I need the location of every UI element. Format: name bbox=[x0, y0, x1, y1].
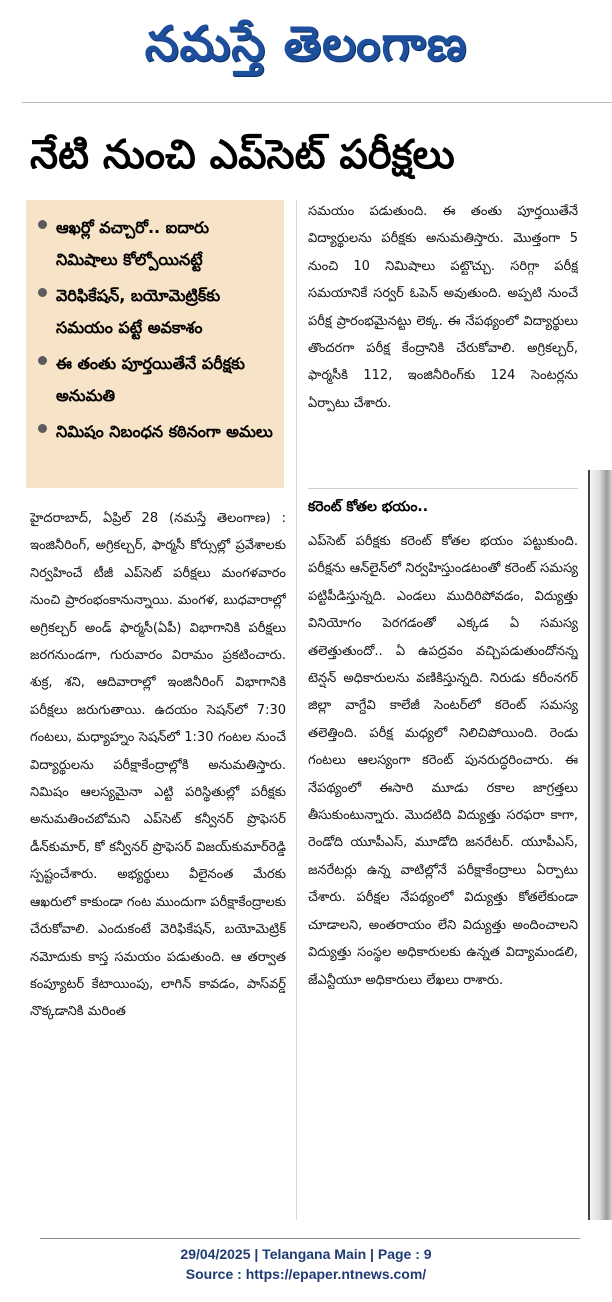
article-subhead: కరెంట్ కోతల భయం.. bbox=[308, 499, 429, 515]
highlights-box bbox=[26, 200, 284, 488]
highlight-item: ఈ తంతు పూర్తయితేనే పరీక్షకు అనుమతి bbox=[36, 348, 276, 412]
column-divider bbox=[296, 200, 297, 1220]
newspaper-logo: నమస్తే తెలంగాణ bbox=[144, 16, 468, 72]
article-body-right-top: సమయం పడుతుంది. ఈ తంతు పూర్తయితేనే విద్యార్థులను పరీక్షకు అనుమతిస్తారు. మొత్తంగా 5 నుంచి 10 నిమిషాలు పట్టొచ్చు. సరిగ్గా పరీక్ష సమయానికే సర్వర్ ఓపెన్ అవుతుంది. అప్పటి నుంచే పరీక్ష ప్రారంభమైనట్టు లెక్క. ఈ నేపథ్యంలో విద్యార్థులు తొందరగా పరీక్ష కేంద్రానికి చేరుకోవాలి. అగ్రికల్చర్, ఫార్మసీకి 112, ఇంజినీరింగ్‌కు 124 సెంటర్లను ఏర్పాటు చేశారు. bbox=[308, 204, 578, 411]
section-separator bbox=[308, 488, 578, 489]
bullet-icon bbox=[38, 424, 47, 433]
masthead bbox=[0, 0, 612, 100]
masthead-rule bbox=[22, 102, 612, 103]
bullet-icon bbox=[38, 356, 47, 365]
bullet-icon bbox=[38, 288, 47, 297]
article-body-left: హైదరాబాద్, ఏప్రిల్ 28 (నమస్తే తెలంగాణ) : ఇంజినీరింగ్, అగ్రికల్చర్, ఫార్మసీ కోర్సుల్లో ప్రవేశాలకు నిర్వహించే టీజీ ఎప్‌సెట్ పరీక్షలు మంగళవారం నుంచి ప్రారంభంకానున్నాయి. మంగళ, బుధవారాల్లో అగ్రికల్చర్ అండ్ ఫార్మసీ(ఏపీ) విభాగానికి పరీక్షలు జరగనుండగా, గురువారం విరామం ప్రకటించారు. శుక్ర, శని, ఆదివారాల్లో ఇంజినీరింగ్ విభాగానికి పరీక్షలు జరుగుతాయి. ఉదయం సెషన్‌లో 7:30 గంటలు, మధ్యాహ్నం సెషన్‌లో 1:30 గంటల నుంచే విద్యార్థులను పరీక్షాకేంద్రాల్లోకి అనుమతిస్తారు. నిమిషం ఆలస్యమైనా ఎట్టి పరిస్థితుల్లో పరీక్షకు అనుమతించబోమని ఎప్‌సెట్ కన్వీనర్ ప్రొఫెసర్ డీన్‌కుమార్, కో కన్వీనర్ ప్రొఫెసర్ విజయ్‌కుమార్‌రెడ్డి స్పష్టంచేశారు. అభ్యర్థులు వీలైనంత మేరకు ఆఖరులో కాకుండా గంట ముందుగా పరీక్షాకేంద్రాలకు చేరుకోవాలి. ఎందుకంటే వెరిఫికేషన్, బయోమెట్రిక్ నమోదుకు కాస్త సమయం పడుతుంది. ఆ తర్వాత కంప్యూటర్ కేటాయింపు, లాగిన్ కావడం, పాస్‌వర్డ్ నొక్కడానికి మరింత bbox=[30, 511, 286, 1020]
highlight-item: ఆఖర్లో వచ్చారో.. ఐదారు నిమిషాలు కోల్పోయినట్టే bbox=[36, 212, 276, 276]
bullet-icon bbox=[38, 220, 47, 229]
adjacent-photo bbox=[588, 470, 612, 1220]
footer bbox=[0, 1244, 612, 1294]
adjacent-article-fragment bbox=[598, 220, 612, 420]
article-body-right-bottom: ఎప్‌సెట్ పరీక్షకు కరెంట్ కోతల భయం పట్టుకుంది. పరీక్షను ఆన్‌లైన్‌లో నిర్వహిస్తుండటంతో కరెంట్ సమస్య పట్టిపీడిస్తున్నది. ఎండలు ముదిరిపోవడం, విద్యుత్తు వినియోగం పెరగడంతో ఎక్కడ ఏ సమస్య తలెత్తుతుందో.. ఏ ఉపద్రవం వచ్చిపడుతుందోనన్న టెన్షన్ అధికారులను వణికిస్తున్నది. నిరుడు కరీంనగర్ జిల్లా వాగ్దేవి కాలేజీ సెంటర్‌లో కరెంట్ సమస్య తలెత్తింది. పరీక్ష మధ్యలో నిలిచిపోయింది. రెండు గంటలు ఆలస్యంగా కరెంట్ పునరుద్ధరించారు. ఈ నేపథ్యంలో ఈసారి మూడు రకాల జాగ్రత్తలు తీసుకుంటున్నారు. మొదటిది విద్యుత్తు సరఫరా కాగా, రెండోది యూపీఎస్, మూడోది జనరేటర్. యూపీఎస్, జనరేటర్లు ఉన్న వాటిల్లోనే పరీక్షాకేంద్రాలు ఏర్పాటు చేశారు. పరీక్షల నేపథ్యంలో విద్యుత్తు కోతలేకుండా చూడాలని, అంతరాయం లేని విద్యుత్తు అందించాలని విద్యుత్తు సంస్థల అధికారులకు ఉన్నత విద్యామండలి, జేఎన్టీయూ అధికారులు లేఖలు రాశారు. bbox=[308, 534, 578, 988]
article-headline: నేటి నుంచి ఎప్‌సెట్ పరీక్షలు bbox=[30, 132, 455, 178]
footer-date-edition: 29/04/2025 | Telangana Main | Page : 9 bbox=[180, 1246, 432, 1262]
highlight-item: వెరిఫికేషన్, బయోమెట్రిక్‌కు సమయం పట్టే అవకాశం bbox=[36, 280, 276, 344]
highlight-item: నిమిషం నిబంధన కఠినంగా అమలు bbox=[36, 416, 276, 448]
footer-rule bbox=[40, 1238, 580, 1239]
footer-source: Source : https://epaper.ntnews.com/ bbox=[185, 1266, 427, 1282]
